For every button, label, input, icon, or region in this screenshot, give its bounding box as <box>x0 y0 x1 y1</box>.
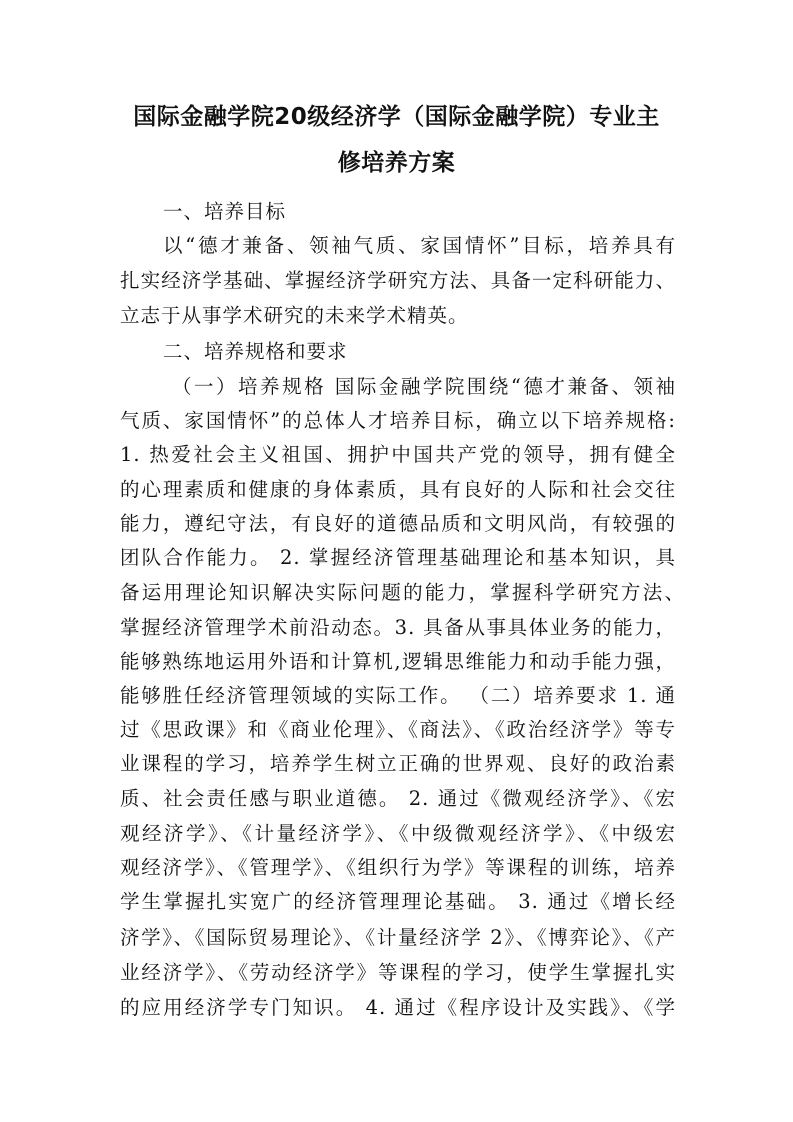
section-heading-requirements: 二、培养规格和要求 <box>163 340 348 363</box>
text-line: 以“德才兼备、领袖气质、家国情怀”目标，培养具有 <box>163 234 676 257</box>
document-title-line-2: 修培养方案 <box>337 150 456 176</box>
document-title-line-1: 国际金融学院20级经济学（国际金融学院）专业主 <box>133 104 660 130</box>
text-line: 观经济学》、《计量经济学》、《中级微观经济学》、《中级宏 <box>120 822 676 845</box>
text-line: 立志于从事学术研究的未来学术精英。 <box>120 304 469 327</box>
text-line: 的应用经济学专门知识。 4. 通过《程序设计及实践》、《学 <box>120 996 676 1019</box>
text-line: 能力，遵纪守法，有良好的道德品质和文明风尚，有较强的 <box>120 512 676 535</box>
text-line: 过《思政课》和《商业伦理》、《商法》、《政治经济学》等专 <box>120 718 676 741</box>
text-line: 质、社会责任感与职业道德。 2. 通过《微观经济学》、《宏 <box>120 787 676 810</box>
text-line: 备运用理论知识解决实际问题的能力，掌握科学研究方法、 <box>120 581 685 604</box>
section-heading-objectives: 一、培养目标 <box>163 200 287 223</box>
text-line: 气质、家国情怀”的总体人才培养目标，确立以下培养规格: <box>120 409 676 432</box>
text-line: 1. 热爱社会主义祖国、拥护中国共产党的领导，拥有健全 <box>120 443 676 466</box>
text-line: 的心理素质和健康的身体素质，具有良好的人际和社会交往 <box>120 478 676 501</box>
text-line: 业课程的学习，培养学生树立正确的世界观、良好的政治素 <box>120 752 676 775</box>
text-line: 业经济学》、《劳动经济学》等课程的学习，使学生掌握扎实 <box>120 961 676 984</box>
text-line: 能够胜任经济管理领域的实际工作。 （二）培养要求 1. 通 <box>120 684 676 707</box>
text-line: 扎实经济学基础、掌握经济学研究方法、具备一定科研能力、 <box>120 269 676 292</box>
text-line: 观经济学》、《管理学》、《组织行为学》等课程的训练，培养 <box>120 856 676 879</box>
text-line: 学生掌握扎实宽广的经济管理理论基础。 3. 通过《增长经 <box>120 890 676 913</box>
text-line: 团队合作能力。 2. 掌握经济管理基础理论和基本知识，具 <box>120 546 676 569</box>
text-line: （一）培养规格 国际金融学院围绕“德才兼备、领袖 <box>172 375 676 398</box>
text-line: 能够熟练地运用外语和计算机,逻辑思维能力和动手能力强， <box>120 650 676 673</box>
text-line: 济学》、《国际贸易理论》、《计量经济学 2》、《博弈论》、《产 <box>120 926 676 949</box>
text-line: 掌握经济管理学术前沿动态。3. 具备从事具体业务的能力， <box>120 616 676 639</box>
